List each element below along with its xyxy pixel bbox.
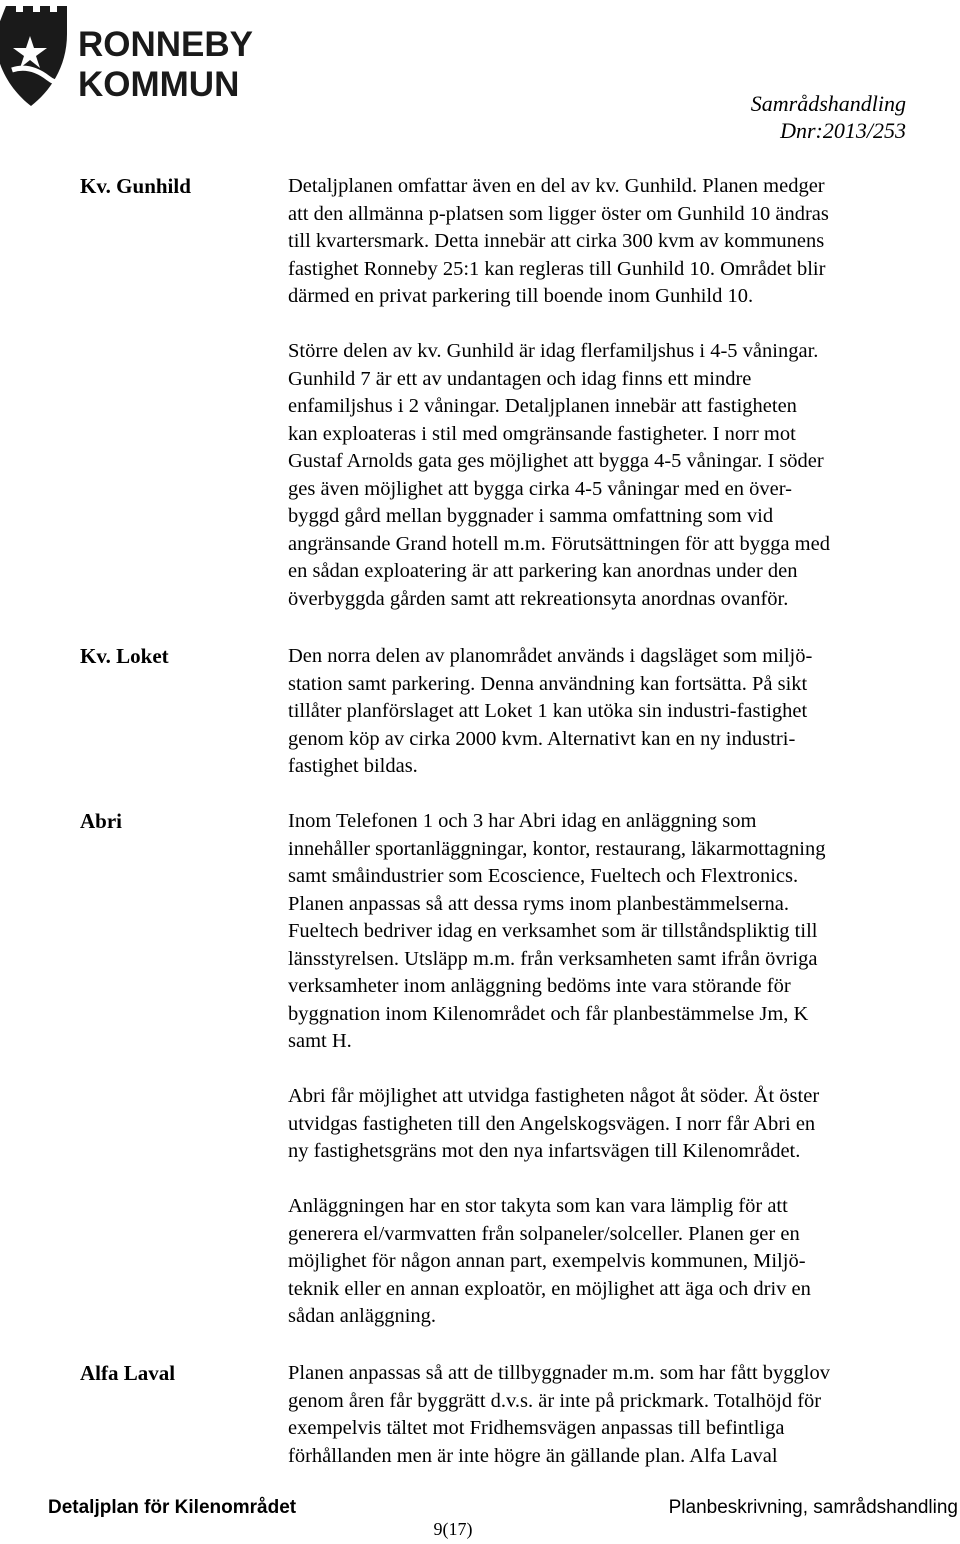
text-line: Detaljplanen omfattar även en del av kv. Gunhild. Planen medger [288, 175, 825, 197]
text-line: Den norra delen av planområdet används i dagsläget som miljö- [288, 645, 813, 667]
paragraph-alfa-laval-1 [288, 1360, 928, 1470]
ronneby-kommun-logo [0, 0, 290, 115]
text-line: verksamheter inom anläggning bedöms inte vara störande för [288, 975, 791, 997]
footer-plan-title: Detaljplan för Kilenområdet [48, 1497, 297, 1518]
section-label-kv-loket: Kv. Loket [80, 644, 169, 668]
paragraph-loket-1 [288, 643, 928, 781]
dnr-number: Dnr:2013/253 [780, 118, 906, 143]
text-line: Gunhild 7 är ett av undantagen och idag finns ett mindre [288, 367, 752, 390]
text-line: angränsande Grand hotell m.m. Förutsättningen för att bygga med [288, 532, 830, 555]
paragraph-abri-2 [288, 1083, 928, 1166]
logo-text-2: KOMMUN [78, 65, 240, 104]
text-line: utvidgas fastigheten till den Angelskogsvägen. I norr får Abri en [288, 1112, 816, 1135]
paragraph-abri-1 [288, 808, 928, 1056]
text-line: genom åren får byggrätt d.v.s. är inte på prickmark. Totalhöjd för [288, 1389, 822, 1412]
text-line: samt småindustrier som Ecoscience, Fueltech och Flextronics. [288, 865, 799, 887]
text-line: ny fastighetsgräns mot den nya infartsvägen till Kilenområdet. [288, 1140, 801, 1162]
doc-type: Samrådshandling [750, 91, 906, 116]
text-line: byggd gård mellan byggnader i samma omfattning som vid [288, 505, 774, 527]
text-line: till kvartersmark. Detta innebär att cirka 300 kvm av kommunens [288, 230, 825, 252]
text-line: genom köp av cirka 2000 kvm. Alternativt kan en ny industri- [288, 727, 796, 750]
text-line: Anläggningen har en stor takyta som kan vara lämplig för att [288, 1195, 788, 1217]
text-line: exempelvis tältet mot Fridhemsvägen anpassas till befintliga [288, 1417, 785, 1439]
text-line: Gustaf Arnolds gata ges möjlighet att bygga 4-5 våningar. I söder [288, 450, 824, 472]
text-line: sådan anläggning. [288, 1305, 437, 1327]
text-line: att den allmänna p-platsen som ligger öster om Gunhild 10 ändras [288, 202, 829, 225]
text-line: byggnation inom Kilenområdet och får planbestämmelse Jm, K [288, 1002, 809, 1025]
paragraph-gunhild-2 [288, 338, 928, 613]
coat-of-arms-icon [0, 0, 290, 115]
text-line: Planen anpassas så att de tillbyggnader m.m. som har fått bygglov [288, 1362, 830, 1384]
text-line: samt H. [288, 1030, 352, 1052]
text-line: Fueltech bedriver idag en verksamhet som är tillståndspliktig till [288, 920, 818, 942]
text-line: ges även möjlighet att bygga cirka 4-5 våningar med en över- [288, 477, 792, 500]
text-line: Abri får möjlighet att utvidga fastigheten något åt söder. Åt öster [288, 1085, 820, 1107]
text-line: Planen anpassas så att dessa ryms inom planbestämmelserna. [288, 892, 789, 915]
footer-doc-type: Planbeskrivning, samrådshandling [668, 1497, 958, 1518]
text-line: station samt parkering. Denna användning kan fortsätta. På sikt [288, 672, 808, 695]
text-line: möjlighet för någon annan part, exempelvis kommunen, Miljö- [288, 1250, 806, 1272]
paragraph-abri-3 [288, 1193, 928, 1331]
text-line: innehåller sportanläggningar, kontor, restaurang, läkarmottagning [288, 837, 826, 860]
text-line: en sådan exploatering är att parkering kan anordnas under den [288, 560, 798, 582]
text-line: teknik eller en annan exploatör, en möjlighet att äga och driv en [288, 1277, 811, 1300]
paragraph-gunhild-1 [288, 173, 928, 311]
text-line: Större delen av kv. Gunhild är idag flerfamiljshus i 4-5 våningar. [288, 340, 819, 362]
text-line: överbyggda gården samt att rekreationsyta anordnas ovanför. [288, 587, 789, 610]
text-line: tillåter planförslaget att Loket 1 kan utöka sin industri-fastighet [288, 700, 808, 722]
text-line: länsstyrelsen. Utsläpp m.m. från verksamheten samt ifrån övriga [288, 947, 818, 970]
text-line: därmed en privat parkering till boende inom Gunhild 10. [288, 285, 754, 307]
logo-text-1: RONNEBY [78, 25, 254, 64]
text-line: kan exploateras i stil med omgränsande fastigheter. I norr mot [288, 422, 796, 445]
document-header [751, 90, 906, 144]
section-label-abri: Abri [80, 809, 122, 833]
text-line: generera el/varmvatten från solpaneler/solceller. Planen ger en [288, 1222, 800, 1245]
text-line: Inom Telefonen 1 och 3 har Abri idag en anläggning som [288, 810, 757, 832]
text-line: förhållanden men är inte högre än gällande plan. Alfa Laval [288, 1444, 778, 1467]
text-line: enfamiljshus i 2 våningar. Detaljplanen innebär att fastigheten [288, 395, 797, 417]
text-line: fastighet bildas. [288, 755, 418, 777]
text-line: fastighet Ronneby 25:1 kan regleras till Gunhild 10. Området blir [288, 257, 826, 280]
section-label-alfa-laval: Alfa Laval [80, 1361, 176, 1385]
page-number: 9(17) [433, 1519, 473, 1539]
section-label-kv-gunhild: Kv. Gunhild [80, 174, 191, 198]
